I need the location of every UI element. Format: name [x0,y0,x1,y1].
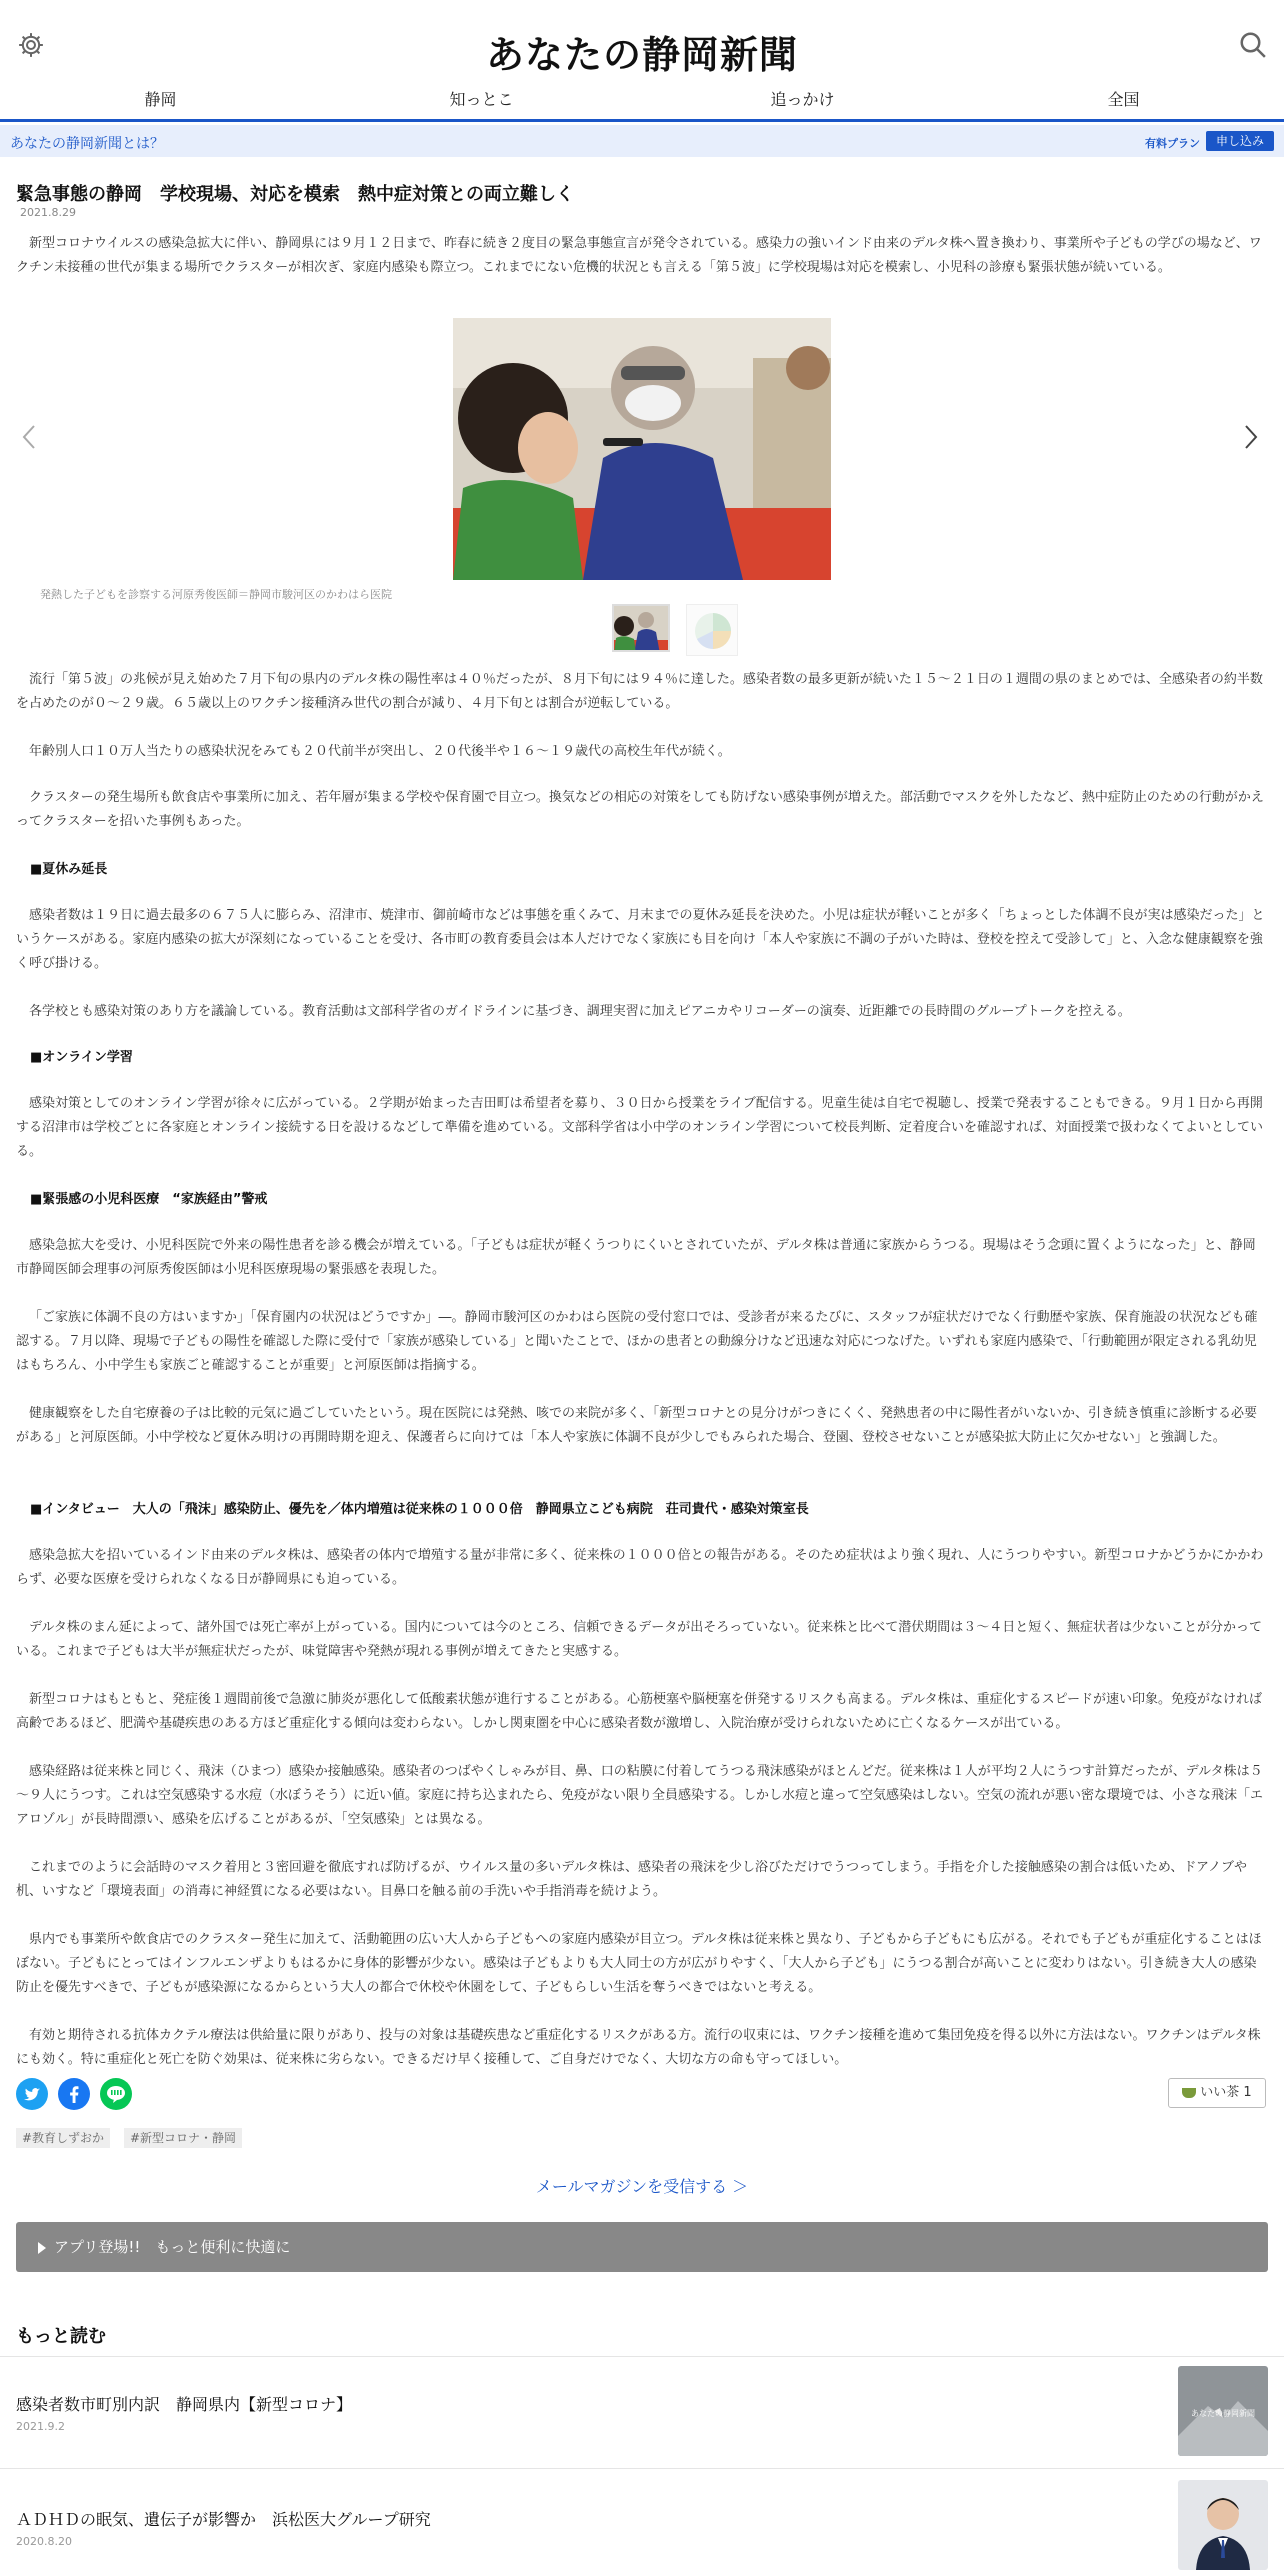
related-article-title[interactable]: ＡＤＨＤの眠気、遺伝子が影響か 浜松医大グループ研究 [16,2510,431,2529]
article-paragraph: 県内でも事業所や飲食店でのクラスター発生に加えて、活動範囲の広い大人から子どもへの家庭内感染が目立つ。デルタ株は従来株と異なり、子どもから子どもにも広がる。それでも子どもが重症化することはほぼない。子どもにとってはインフルエンザよりもはるかに身体的影響が少ない。感染は子どもよりも大人同士の方が広がりやすく、「大人から子ども」にうつる割合が高いことに変わりはない。引き続き大人の感染防止を優先すべきで、子どもが感染源になるからという大人の都合で休校や休園をして、子どもらしい生活を奪うべきではないと考える。 [16,1932,1262,1995]
promo-bar [0,125,1284,157]
article-paragraph: 年齢別人口１０万人当たりの感染状況をみても２０代前半が突出し、２０代後半や１６～１９歳代の高校生年代が続く。 [29,744,731,759]
article-date: 2021.8.29 [20,206,76,219]
article-paragraph: 各学校とも感染対策のあり方を議論している。教育活動は文部科学省のガイドラインに基づき、調理実習に加えピアニカやリコーダーの演奏、近距離での長時間のグループトークを控える。 [29,1004,1131,1019]
photo-caption: 発熱した子どもを診察する河原秀俊医師＝静岡市駿河区のかわはら医院 [40,588,392,601]
like-button[interactable] [1168,2078,1266,2108]
article-paragraph: 有効と期待される抗体カクテル療法は供給量に限りがあり、投与の対象は基礎疾患など重症化するリスクがある方。流行の収束には、ワクチン接種を進めて集団免疫を得る以外に方法はない。ワクチンはデルタ株にも効く。特に重症化と死亡を防ぐ効果は、従来株に劣らない。できるだけ早く接種して、ご自身だけでなく、大切な方の命も守ってほしい。 [16,2028,1261,2067]
related-article-date: 2021.9.2 [16,2420,65,2433]
article-paragraph: 感染者数は１９日に過去最多の６７５人に膨らみ、沼津市、焼津市、御前崎市などは事態を重くみて、月末までの夏休み延長を決めた。小児は症状が軽いことが多く「ちょっとした体調不良が実は感染だった」というケースがある。家庭内感染の拡大が深刻になっていることを受け、各市町の教育委員会は本人だけでなく家族にも目を向け「本人や家族に不調の子がいた時は、登校を控えて受診して」と、入念な健康観察を強く呼び掛ける。 [16,908,1265,971]
article-paragraph: 感染対策としてのオンライン学習が徐々に広がっている。２学期が始まった吉田町は希望者を募り、３０日から授業をライブ配信する。児童生徒は自宅で視聴し、授業で発表することもできる。９月１日から再開する沼津市は学校ごとに各家庭とオンライン接続する日を設けるなどして準備を進めている。文部科学省は小中学のオンライン学習について校長判断、定着度合いを確認すれば、対面授業で扱わなくてよいとしている。 [16,1096,1263,1159]
related-article-title[interactable]: 感染者数市町別内訳 静岡県内【新型コロナ】 [16,2395,353,2414]
related-article-thumbnail[interactable] [1178,2366,1268,2456]
article-photo [453,318,831,580]
article-paragraph: 感染急拡大を招いているインド由来のデルタ株は、感染者の体内で増殖する量が非常に多く、従来株の１０００倍との報告がある。そのため症状はより強く現れ、人にうつりやすい。新型コロナかどうかにかかわらず、必要な医療を受けられなくなる日が静岡県にも迫っている。 [16,1548,1264,1587]
photo-thumbnail-2[interactable] [686,604,738,656]
twitter-icon[interactable] [16,2078,48,2110]
tag-link[interactable]: #教育しずおか [16,2128,110,2148]
like-count: いい茶 1 [1200,2085,1252,2100]
tea-icon [1182,2088,1196,2098]
article-paragraph: 感染急拡大を受け、小児科医院で外来の陽性患者を診る機会が増えている。「子どもは症状が軽くうつりにくいとされていたが、デルタ株は普通に家族からうつる。現場はそう念頭に置くようになった」と、静岡市静岡医師会理事の河原秀俊医師は小児科医療現場の緊張感を表現した。 [16,1238,1256,1277]
nav-tab-okkake[interactable]: 追っかけ [770,90,835,109]
article-paragraph: 健康観察をした自宅療養の子は比較的元気に過ごしていたという。現在医院には発熱、咳での来院が多く、「新型コロナとの見分けがつきにくく、発熱患者の中に陽性者がいないか、引き続き慎重に診断する必要がある」と河原医師。小中学校など夏休み明けの再開時期を迎え、保護者らに向けては「本人や家族に体調不良が少しでもみられた場合、登園、登校させないことが感染拡大防止に欠かせない」と強調した。 [16,1406,1257,1445]
divider [0,2356,1284,2357]
nav-tab-shittoko[interactable]: 知っとこ [449,90,514,109]
article-paragraph: クラスターの発生場所も飲食店や事業所に加え、若年層が集まる学校や保育園で目立つ。換気などの相応の対策をしても防げない感染事例が増えた。部活動でマスクを外したなど、熱中症防止のための行動がかえってクラスターを招いた事例もあった。 [16,790,1264,829]
app-banner-text: アプリ登場!! もっと便利に快適に [54,2238,291,2256]
section-heading: ■インタビュー 大人の「飛沫」感染防止、優先を／体内増殖は従来株の１０００倍 静岡県立こども病院 荘司貴代・感染対策室長 [30,1502,809,1517]
app-header [0,0,1284,78]
paid-plan-label: 有料プラン [1145,137,1200,150]
article-paragraph: 「ご家族に体調不良の方はいますか」「保育園内の状況はどうですか」―。静岡市駿河区のかわはら医院の受付窓口では、受診者が来るたびに、スタッフが症状だけでなく行動歴や家族、保育施設の状況なども確認する。７月以降、現場で子どもの陽性を確認した際に受付で「家族が感染している」と聞いたことで、ほかの患者との動線分けなど迅速な対応につなげた。いずれも家庭内感染で、「行動範囲が限定される乳幼児はもちろん、小中学生も家族ごと確認することが重要」と河原医師は指摘する。 [16,1310,1258,1373]
article-paragraph: デルタ株のまん延によって、諸外国では死亡率が上がっている。国内については今のところ、信頼できるデータが出そろっていない。従来株と比べて潜伏期間は３～４日と短く、無症状者は少ないことが分かっている。これまで子どもは大半が無症状だったが、味覚障害や発熱が現れる事例が増えてきたと実感する。 [16,1620,1263,1659]
mail-magazine-link[interactable]: メールマガジンを受信する ＞ [535,2177,749,2196]
app-banner[interactable] [16,2222,1268,2272]
line-icon[interactable] [100,2078,132,2110]
article-headline: 緊急事態の静岡 学校現場、対応を模索 熱中症対策との両立難しく [16,184,574,205]
related-article-thumbnail[interactable] [1178,2480,1268,2570]
section-heading: ■緊張感の小児科医療 “家族経由”警戒 [30,1192,268,1207]
tag-link[interactable]: #新型コロナ・静岡 [124,2128,242,2148]
article-lead: 新型コロナウイルスの感染急拡大に伴い、静岡県には９月１２日まで、昨春に続き２度目の緊急事態宣言が発令されている。感染力の強いインド由来のデルタ株へ置き換わり、事業所や子どもの学びの場など、ワクチン未接種の世代が集まる場所でクラスターが相次ぎ、家庭内感染も際立つ。これまでにない危機的状況とも言える「第５波」に学校現場は対応を模索し、小児科の診療も緊張状態が続いている。 [16,236,1262,275]
thumb-logo-text: あなたの静岡新聞 [1191,2409,1255,2418]
about-link[interactable]: あなたの静岡新聞とは？ [10,136,164,152]
article-paragraph: 感染経路は従来株と同じく、飛沫（ひまつ）感染か接触感染。感染者のつばやくしゃみが目、鼻、口の粘膜に付着してうつる飛沫感染がほとんどだ。従来株は１人が平均２人にうつす計算だったが、デルタ株は５～９人にうつす。これは空気感染する水痘（水ぼうそう）に近い値。家庭に持ち込まれたら、免疫がない限り全員感染する。しかし水痘と違って空気感染はしない。空気の流れが悪い密な環境では、小さな飛沫「エアロゾル」が長時間漂い、感染を広げることがあるが、「空気感染」とは異なる。 [16,1764,1263,1827]
more-section-title: もっと読む [16,2326,106,2347]
chevron-right-icon[interactable] [1238,422,1262,452]
nav-tab-zenkoku[interactable]: 全国 [1107,90,1140,109]
photo-thumbnail-1[interactable] [612,604,670,652]
article-paragraph: 新型コロナはもともと、発症後１週間前後で急激に肺炎が悪化して低酸素状態が進行することがある。心筋梗塞や脳梗塞を併発するリスクも高まる。デルタ株は、重症化するスピードが速い印象。免疫がなければ高齢であるほど、肥満や基礎疾患のある方ほど重症化する傾向は変わらない。しかし関東圏を中心に感染者数が激増し、入院治療が受けられないために亡くなるケースが出ている。 [16,1692,1263,1731]
section-heading: ■夏休み延長 [30,862,108,877]
play-icon [38,2242,46,2254]
divider [0,2468,1284,2469]
section-heading: ■オンライン学習 [30,1050,133,1065]
apply-button[interactable]: 申し込み [1206,131,1274,151]
search-icon[interactable] [1238,30,1268,60]
facebook-icon[interactable] [58,2078,90,2110]
nav-tab-shizuoka[interactable]: 静岡 [144,90,177,109]
site-title[interactable]: あなたの静岡新聞 [485,33,798,77]
chevron-left-icon[interactable] [18,422,42,452]
article-paragraph: これまでのように会話時のマスク着用と３密回避を徹底すれば防げるが、ウイルス量の多いデルタ株は、感染者の飛沫を少し浴びただけでうつってしまう。手指を介した接触感染の割合は低いため、ドアノブや机、いすなど「環境表面」の消毒に神経質になる必要はない。目鼻口を触る前の手洗いや手指消毒を続けよう。 [16,1860,1247,1899]
main-nav [0,78,1284,122]
article-paragraph: 流行「第５波」の兆候が見え始めた７月下旬の県内のデルタ株の陽性率は４０％だったが、８月下旬には９４％に達した。感染者数の最多更新が続いた１５～２１日の１週間の県のまとめでは、全感染者の約半数を占めたのが０～２９歳。６５歳以上のワクチン接種済み世代の割合が減り、４月下旬とは割合が逆転している。 [16,672,1263,711]
related-article-date: 2020.8.20 [16,2535,72,2548]
